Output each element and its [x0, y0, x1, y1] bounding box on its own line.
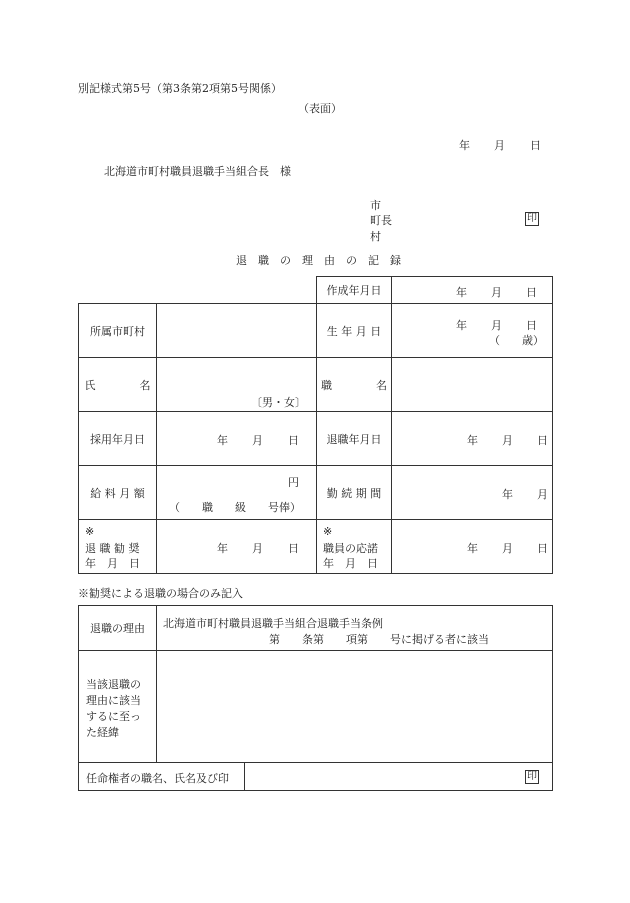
reason-label: 退職の理由 — [79, 606, 157, 651]
reason-value — [157, 606, 553, 651]
blank-cell — [79, 277, 317, 304]
hire-year: 年 — [217, 434, 228, 447]
circumstance-line3: するに至っ — [86, 710, 141, 723]
birth-value — [392, 304, 553, 358]
encourage-mark: ※ — [85, 525, 95, 538]
issuer-line3: 村 — [370, 230, 381, 243]
accept-value — [392, 520, 553, 574]
post-value — [392, 358, 553, 412]
circumstance-line2: 理由に該当 — [86, 694, 141, 707]
retire-year: 年 — [467, 434, 478, 447]
retire-day: 日 — [537, 434, 548, 447]
appointer-value — [245, 763, 553, 791]
addressee: 北海道市町村職員退職手当組合長 様 — [104, 165, 291, 178]
date-year: 年 — [459, 139, 470, 152]
date-month: 月 — [494, 139, 505, 152]
circumstance-line1: 当該退職の — [86, 678, 141, 691]
record-table — [78, 276, 553, 574]
service-value — [392, 466, 553, 520]
reason-line2: 第 条第 項第 号に掲げる者に該当 — [269, 633, 489, 646]
service-label: 勤 続 期 間 — [317, 466, 392, 520]
service-month: 月 — [537, 488, 548, 501]
reason-table — [78, 605, 553, 791]
record-title: 退 職 の 理 由 の 記 録 — [236, 254, 401, 267]
encourage-month: 月 — [252, 542, 263, 555]
retire-label: 退職年月日 — [317, 412, 392, 466]
hire-day: 日 — [288, 434, 299, 447]
form-side: （表面） — [298, 102, 342, 115]
birth-label: 生 年 月 日 — [317, 304, 392, 358]
birth-year: 年 — [456, 319, 467, 332]
seal-mark: 印 — [527, 213, 537, 224]
birth-day: 日 — [526, 319, 537, 332]
retire-value — [392, 412, 553, 466]
salary-label: 給 料 月 額 — [79, 466, 157, 520]
encourage-line1: 退 職 勧 奨 — [85, 542, 140, 555]
retire-month: 月 — [502, 434, 513, 447]
appointer-label-text: 任命権者の職名、氏名及び印 — [86, 772, 229, 785]
salary-yen: 円 — [288, 476, 299, 489]
appointer-seal — [525, 769, 539, 784]
date-day: 日 — [530, 139, 541, 152]
created-month: 月 — [491, 286, 502, 299]
accept-day: 日 — [537, 542, 548, 555]
hire-value — [157, 412, 317, 466]
salary-grade: （ 職 級 号俸） — [169, 501, 301, 514]
accept-label — [317, 520, 392, 574]
circumstance-label — [79, 651, 157, 763]
reason-line1: 北海道市町村職員退職手当組合退職手当条例 — [163, 617, 383, 630]
accept-year: 年 — [467, 542, 478, 555]
name-label: 氏 名 — [79, 358, 157, 412]
encourage-line2: 年 月 日 — [85, 557, 140, 570]
created-year: 年 — [456, 286, 467, 299]
circumstance-value — [157, 651, 553, 763]
appointer-label — [79, 763, 245, 791]
seal-mark: 印 — [527, 771, 537, 782]
issuer-line2: 町長 — [370, 214, 392, 227]
gender-choice: 〔男・女〕 — [251, 396, 306, 409]
encourage-value — [157, 520, 317, 574]
hire-label: 採用年月日 — [79, 412, 157, 466]
accept-mark: ※ — [323, 525, 333, 538]
accept-month: 月 — [502, 542, 513, 555]
issuer-line1: 市 — [370, 199, 381, 212]
circumstance-line4: た経緯 — [86, 726, 119, 739]
name-value — [157, 358, 317, 412]
age-value: （ 歳） — [489, 334, 544, 347]
created-label: 作成年月日 — [317, 277, 392, 304]
created-day: 日 — [526, 286, 537, 299]
birth-month: 月 — [491, 319, 502, 332]
affiliation-value — [157, 304, 317, 358]
encourage-label — [79, 520, 157, 574]
affiliation-label: 所属市町村 — [79, 304, 157, 358]
service-year: 年 — [502, 488, 513, 501]
encourage-day: 日 — [288, 542, 299, 555]
form-number: 別記様式第5号（第3条第2項第5号関係） — [78, 82, 282, 95]
salary-value — [157, 466, 317, 520]
created-value — [392, 277, 553, 304]
note: ※勧奨による退職の場合のみ記入 — [78, 587, 243, 600]
accept-line2: 年 月 日 — [323, 557, 378, 570]
hire-month: 月 — [252, 434, 263, 447]
encourage-year: 年 — [217, 542, 228, 555]
post-label: 職 名 — [317, 358, 392, 412]
issuer-seal — [525, 211, 539, 226]
accept-line1: 職員の応諾 — [323, 542, 378, 555]
